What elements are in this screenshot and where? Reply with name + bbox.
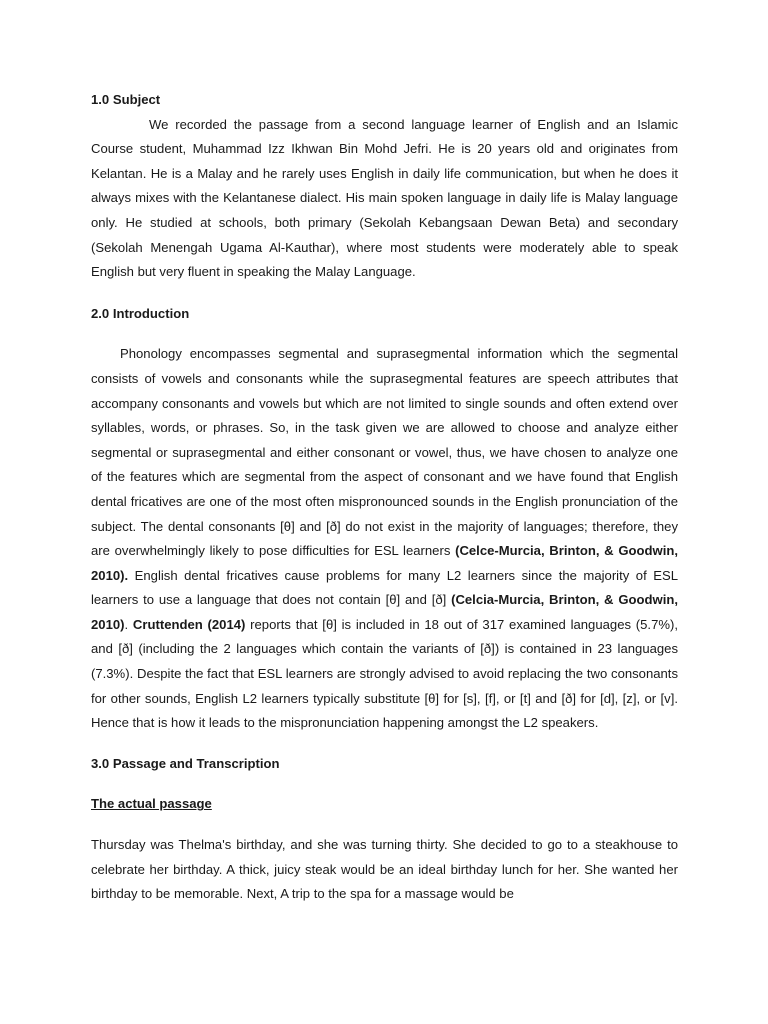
citation-celce-murcia: (Celce-Murcia, Brinton, & Goodwin, 2010). [91, 543, 678, 583]
introduction-paragraph [91, 342, 678, 736]
section-heading-passage: 3.0 Passage and Transcription [91, 755, 280, 771]
document-body [91, 88, 678, 907]
passage-paragraph: Thursday was Thelma's birthday, and she was turning thirty. She decided to go to a steakhouse to celebrate her birthday. A thick, juicy steak would be an ideal birthday lunch for her. She wanted her birthday to be memorable. Next, A trip to the spa for a massage would be [91, 837, 678, 902]
intro-text-2: English dental fricatives cause problems for many L2 learners since the majority of ESL learners to use a language that does not contain [θ] and [ð] [91, 567, 678, 608]
section-heading-introduction: 2.0 Introduction [91, 305, 190, 321]
section-heading-subject: 1.0 Subject [91, 92, 161, 107]
subject-paragraph: We recorded the passage from a second language learner of English and an Islamic Course student, Muhammad Izz Ikhwan Bin Mohd Jefri. He is 20 years old and originates from Kelantan. He is a Malay and he rarely uses English in daily life communication, but when he does it always mixes with the Kelantanese dialect. His main spoken language in daily life is Malay language only. He studied at schools, both primary (Sekolah Kebangsaan Dewan Beta) and secondary (Sekolah Menengah Ugama Al-Kauthar), where most students were moderately able to speak English but very fluent in speaking the Malay Language. [91, 116, 678, 280]
citation-celcia-murcia: (Celcia-Murcia, Brinton, & Goodwin, 2010) [91, 592, 678, 632]
subheading-actual-passage: The actual passage [91, 796, 212, 812]
citation-cruttenden: Cruttenden (2014) [132, 616, 246, 632]
intro-text-1: Phonology encompasses segmental and suprasegmental information which the segmental consists of vowels and consonants while the suprasegmental features are speech attributes that accompany consonants and vowels but which are not limited to single sounds and often extend over syllables, words, or phrases. So, in the task given we are allowed to choose and analyze either segmental or suprasegmental and either consonant or vowel, thus, we have chosen to analyze one of the features which are segmental from the aspect of consonant and we have found that English dental fricatives are one of the most often mispronounced sounds in the English pronunciation of the subject. The dental consonants [θ] and [ð] do not exist in the majority of languages; therefore, they are overwhelmingly likely to pose difficulties for ESL learners [91, 346, 678, 559]
intro-text-3: . [124, 616, 133, 632]
intro-text-4: reports that [θ] is included in 18 out of 317 examined languages (5.7%), and [ð] (including the 2 languages which contain the variants of [ð]) is contained in 23 languages (7.3%). Despite the fact that ESL learners are strongly advised to avoid replacing the two consonants for other sounds, English L2 learners typically substitute [θ] for [s], [f], or [t] and [ð] for [d], [z], or [v]. Hence that is how it leads to the mispronunciation happening amongst the L2 speakers. [91, 616, 678, 731]
